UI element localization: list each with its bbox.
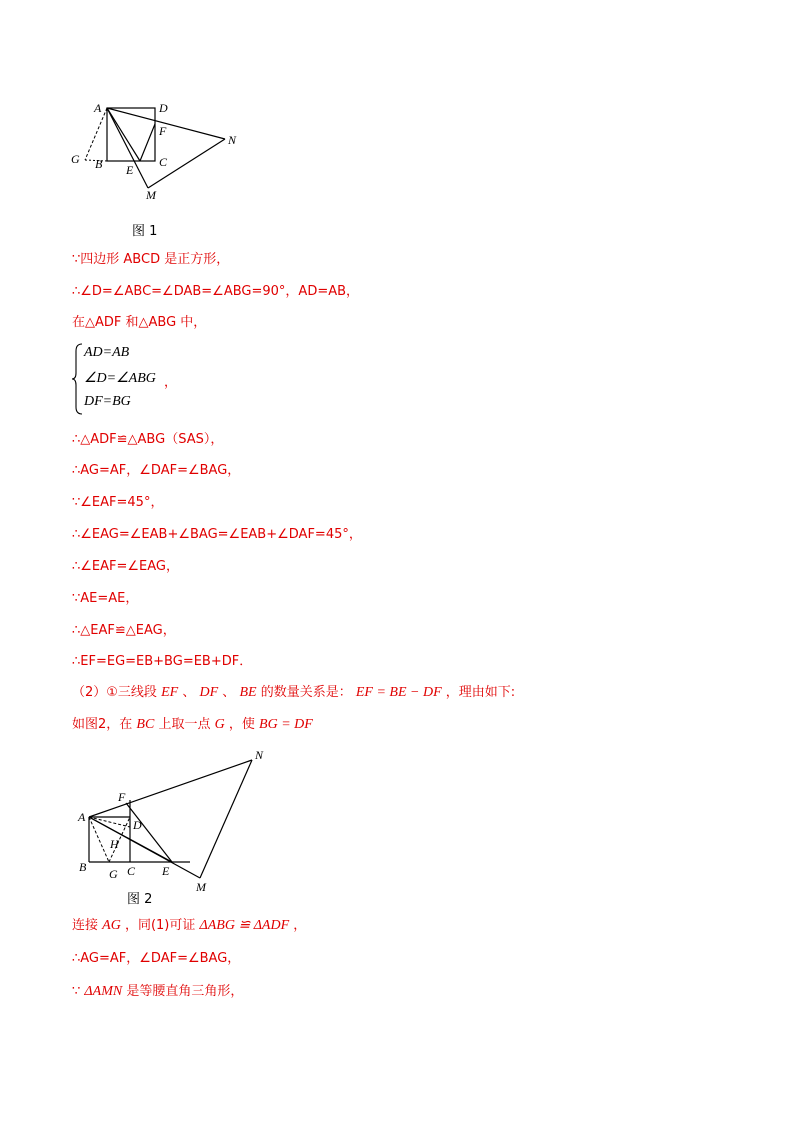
figure-1-caption: 图 1 [132,224,158,239]
label-H: H [110,837,119,851]
text-part: 是等腰直角三角形， [126,984,244,999]
text-part: ∵ [72,984,81,999]
label-C: C [127,864,136,878]
text-line-6: ∵∠EAF=45°， [72,495,164,510]
text-part: 如图2，在 [72,717,133,732]
text-line-5: ∴AG=AF，∠DAF=∠BAG， [72,463,241,478]
label-A: A [94,101,102,115]
text-line-8: ∴∠EAF=∠EAG， [72,559,180,574]
system-row-1: AD=AB [84,345,130,360]
label-D: D [159,101,168,115]
text-line-12 [72,685,515,701]
text-line-11: ∴EF=EG=EB+BG=EB+DF． [72,654,253,669]
congruence-statement: ΔABG ≌ ΔADF [199,918,290,933]
segment-be: BE [239,685,257,700]
text-line-16 [72,984,243,1000]
equation-system [72,343,212,415]
label-D: D [133,818,142,832]
label-F: F [118,790,126,804]
text-part: ， [293,918,307,933]
label-G: G [109,867,118,881]
figure-2-diagram [72,745,272,895]
label-F: F [159,124,167,138]
system-row-3: DF=BG [84,394,131,409]
left-brace-icon [72,343,84,415]
text-line-2: ∴∠D=∠ABC=∠DAB=∠ABG=90°，AD=AB， [72,284,360,299]
label-B: B [79,860,87,874]
text-part: 上取一点 [158,717,211,732]
label-A: A [78,810,86,824]
separator: 、 [182,685,196,700]
relation-text: 的数量关系是： [260,685,352,700]
segment-ag: AG [102,918,121,933]
label-N: N [255,748,264,762]
label-B: B [95,157,103,171]
system-tail: ， [164,375,178,390]
label-E: E [126,163,134,177]
label-C: C [159,155,168,169]
text-line-1: ∵四边形 ABCD 是正方形， [72,252,230,267]
relation-equation: EF = BE − DF [355,685,442,700]
triangle-amn: ΔAMN [84,984,123,999]
text-line-9: ∵AE=AE， [72,591,139,606]
text-line-10: ∴△EAF≌△EAG， [72,623,176,638]
figure-1 [60,95,260,210]
part2-intro: （2）①三线段 [72,685,157,700]
label-N: N [228,133,237,147]
figure-1-diagram [60,95,260,210]
point-g: G [214,717,225,732]
label-M: M [146,188,156,202]
text-line-14 [72,918,306,934]
label-M: M [196,880,206,894]
text-part: ，使 [228,717,255,732]
text-part: ，同(1)可证 [124,918,196,933]
text-line-15: ∴AG=AF，∠DAF=∠BAG， [72,951,241,966]
reason-text: ，理由如下: [445,685,516,700]
text-line-3: 在△ADF 和△ABG 中， [72,315,207,330]
segment-bc: BC [136,717,155,732]
text-line-13 [72,717,313,733]
text-line-4: ∴△ADF≌△ABG（SAS）， [72,432,224,447]
system-row-2: ∠D=∠ABG [84,371,156,386]
equation-bg-df: BG = DF [259,717,313,732]
text-line-7: ∴∠EAG=∠EAB+∠BAG=∠EAB+∠DAF=45°， [72,527,362,542]
segment-ef: EF [161,685,179,700]
label-E: E [162,864,170,878]
segment-df: DF [199,685,219,700]
figure-2-caption: 图 2 [127,892,153,907]
separator: 、 [222,685,236,700]
label-G: G [71,152,80,166]
figure-2 [72,745,272,895]
text-part: 连接 [72,918,99,933]
